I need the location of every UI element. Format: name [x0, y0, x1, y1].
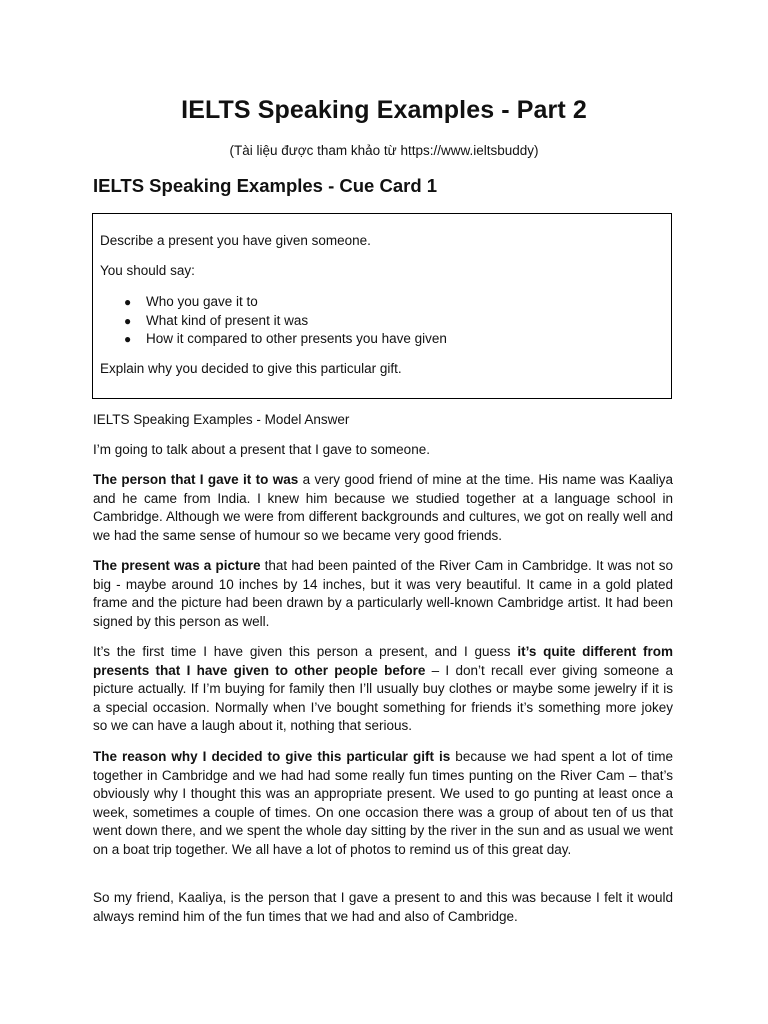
cue-card-explain: Explain why you decided to give this particular gift.: [100, 361, 402, 376]
answer-paragraph-3-start: It’s the first time I have given this person a present, and I guess: [93, 644, 518, 659]
cue-card-bullet-text: Who you gave it to: [146, 294, 258, 309]
answer-paragraph-4-text: because we had spent a lot of time together in Cambridge and we had had some really fun times punting on the River Cam – that’s obviously why I thought this was an appropriate present. We used to go punting at least once a week, sometimes a couple of times. On one occasion there was a group of about ten of us that went down there, and we spent the whole day sitting by the river in the sun and as usual we went on a boat trip together. We all have a lot of photos to remind us of this great day.: [93, 749, 673, 857]
answer-paragraph-1: [93, 471, 673, 545]
answer-paragraph-3-emphasis: it’s quite different from presents that I have given to other people before: [93, 644, 673, 678]
cue-card-bullet-list: [93, 293, 447, 349]
answer-paragraph-4: [93, 748, 673, 859]
bullet-icon: ●: [124, 295, 132, 309]
cue-card-box: [92, 213, 672, 399]
cue-card-bullet: [93, 312, 447, 331]
answer-paragraph-4-lead: The reason why I decided to give this particular gift is: [93, 749, 451, 764]
bullet-icon: ●: [124, 313, 132, 328]
cue-card-bullet: [93, 293, 447, 312]
bullet-icon: ●: [124, 332, 132, 346]
answer-paragraph-5: So my friend, Kaaliya, is the person that I gave a present to and this was because I felt it would always remind him of the fun times that we had and also of Cambridge.: [93, 890, 673, 924]
cue-card-should-say: You should say:: [100, 263, 195, 278]
model-answer-heading: IELTS Speaking Examples - Model Answer: [93, 412, 350, 427]
cue-card-bullet: [93, 330, 447, 349]
answer-paragraph-2-lead: The present was a picture: [93, 558, 261, 573]
answer-paragraph-2: [93, 557, 673, 631]
answer-paragraph-1-lead: The person that I gave it to was: [93, 472, 299, 487]
answer-paragraph-1-text: a very good friend of mine at the time. His name was Kaaliya and he came from India. I knew him because we studied together at a language school in Cambridge. Although we were from different backgrounds and cultures, we got on really well and we had the same sense of humour so we became very good friends.: [93, 472, 673, 543]
answer-paragraph-3-text: – I don’t recall ever giving someone a picture actually. If I’m buying for family then I’ll usually buy clothes or maybe some jewelry if it is a special occasion. Normally when I’ve bought something for friends it’s something more jokey so we can have a laugh about it, nothing that serious.: [93, 662, 673, 733]
cue-card-heading: IELTS Speaking Examples - Cue Card 1: [93, 175, 438, 196]
cue-card-prompt: Describe a present you have given someone.: [100, 233, 371, 248]
cue-card-bullet-text: How it compared to other presents you have given: [146, 331, 447, 346]
cue-card-bullet-text: What kind of present it was: [146, 312, 309, 328]
source-note: (Tài liệu được tham khảo từ https://www.ieltsbuddy): [229, 143, 539, 158]
answer-paragraph-3: [93, 643, 673, 736]
answer-paragraph-2-text: that had been painted of the River Cam in Cambridge. It was not so big - maybe around 10 inches by 14 inches, but it was very beautiful. It came in a gold plated frame and the picture had been drawn by a particularly well-known Cambridge artist. It had been signed by this person as well.: [93, 558, 673, 629]
answer-intro: I’m going to talk about a present that I gave to someone.: [93, 442, 430, 457]
document-title: IELTS Speaking Examples - Part 2: [181, 96, 587, 124]
